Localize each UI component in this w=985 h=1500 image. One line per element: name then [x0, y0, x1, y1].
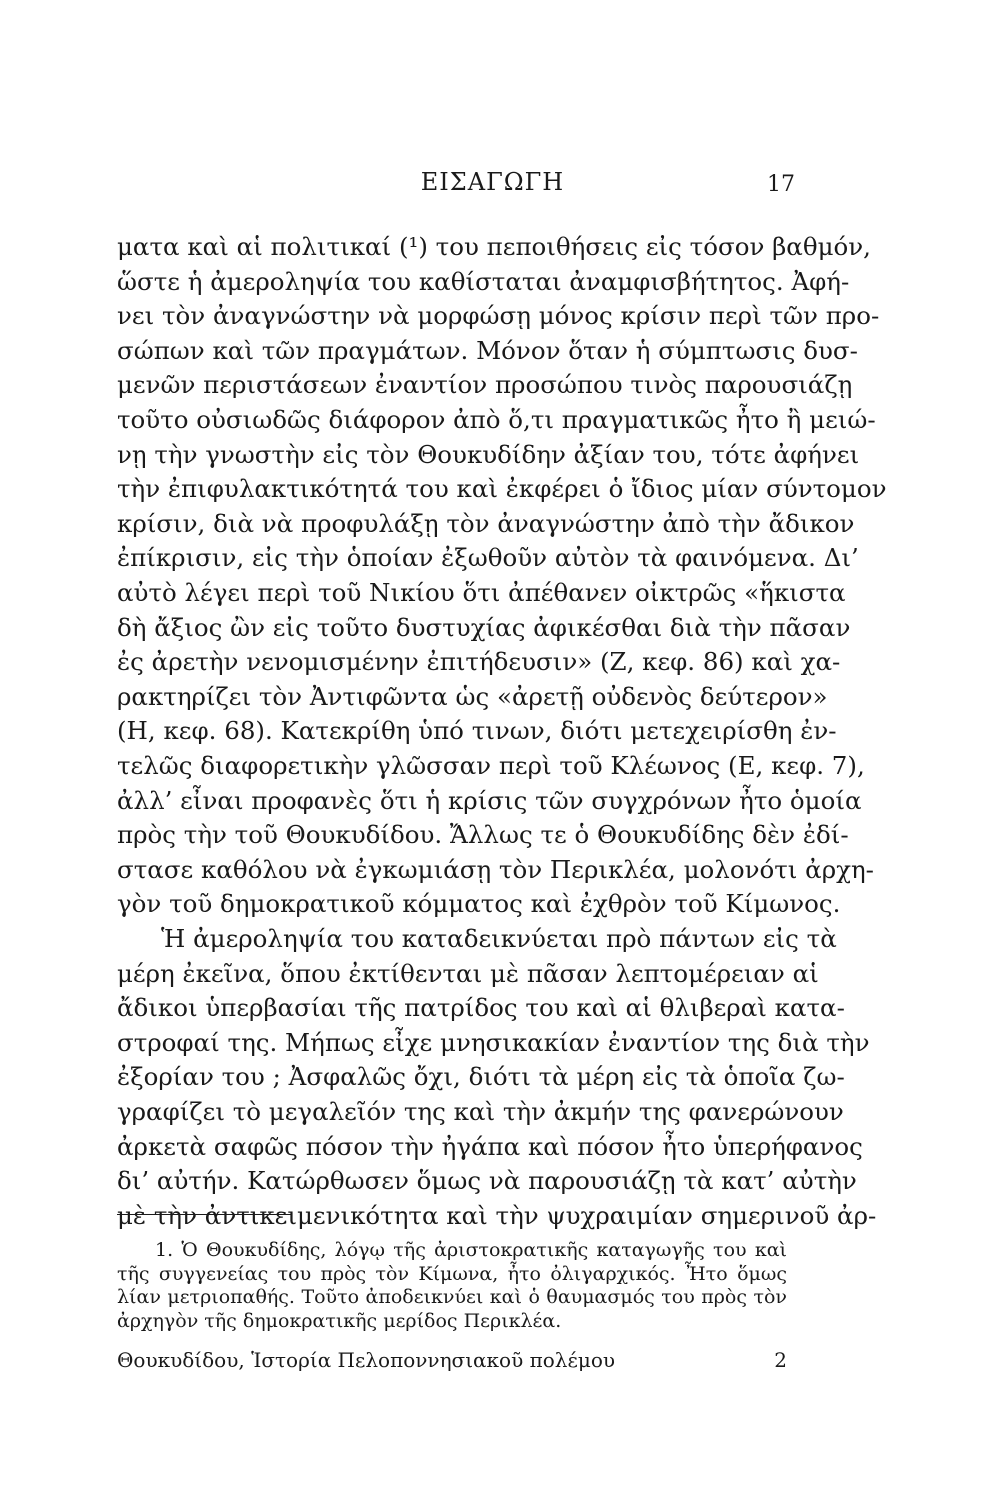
text-line: ὥστε ἡ ἀμεροληψία του καθίσταται ἀναμφισβήτητος. Ἀφή-	[117, 266, 850, 296]
text-line: μενῶν περιστάσεων ἐναντίον προσώπου τινὸς παρουσιάζῃ	[117, 370, 853, 400]
text-line: ρακτηρίζει τὸν Ἀντιφῶντα ὡς «ἀρετῇ οὐδενὸς δεύτερον»	[117, 681, 828, 711]
footnote-rule	[117, 1214, 292, 1215]
text-line: μέρη ἐκεῖνα, ὅπου ἐκτίθενται μὲ πᾶσαν λεπτομέρειαν αἱ	[117, 958, 819, 988]
text-line: αὐτὸ λέγει περὶ τοῦ Νικίου ὅτι ἀπέθανεν οἰκτρῶς «ἥκιστα	[117, 578, 846, 607]
text-line: κρίσιν, διὰ νὰ προφυλάξῃ τὸν ἀναγνώστην ἀπὸ τὴν ἄδικον	[117, 508, 855, 538]
text-line: (Η, κεφ. 68). Κατεκρίθη ὑπό τινων, διότι μετεχειρίσθη ἐν-	[117, 716, 837, 746]
text-line: στασε καθόλου νὰ ἐγκωμιάσῃ τὸν Περικλέα, μολονότι ἀρχη-	[117, 854, 874, 884]
text-line: ἐξορίαν του ; Ἀσφαλῶς ὄχι, διότι τὰ μέρη εἰς τὰ ὁποῖα ζω-	[117, 1062, 845, 1092]
text-line: ματα καὶ αἱ πολιτικαί (¹) του πεποιθήσεις εἰς τόσον βαθμόν,	[117, 232, 871, 261]
text-line: δι’ αὐτήν. Κατώρθωσεν ὅμως νὰ παρουσιάζῃ τὰ κατ’ αὐτὴν	[117, 1166, 857, 1196]
footnote-line: λίαν μετριοπαθής. Τοῦτο ἀποδεικνύει καὶ ὁ θαυμασμός του πρὸς τὸν	[117, 1286, 787, 1308]
footnote-line: 1. Ὁ Θουκυδίδης, λόγῳ τῆς ἀριστοκρατικῆς καταγωγῆς του καὶ	[155, 1239, 787, 1261]
signature-title: Θουκυδίδου, Ἱστορία Πελοποννησιακοῦ πολέμου	[117, 1348, 616, 1372]
text-line: στροφαί της. Μήπως εἶχε μνησικακίαν ἐναντίον της διὰ τὴν	[117, 1027, 870, 1057]
text-line: ἀλλ’ εἶναι προφανὲς ὅτι ἡ κρίσις τῶν συγχρόνων ἦτο ὁμοία	[117, 785, 862, 815]
text-line: τελῶς διαφορετικὴν γλῶσσαν περὶ τοῦ Κλέωνος (Ε, κεφ. 7),	[117, 751, 865, 780]
text-line: τὴν ἐπιφυλακτικότητά του καὶ ἐκφέρει ὁ ἴδιος μίαν σύντομον	[117, 474, 887, 504]
footnote-line: τῆς συγγενείας του πρὸς τὸν Κίμωνα, ἦτο ὀλιγαρχικός. Ἦτο ὅμως	[117, 1262, 787, 1285]
text-line: ἐς ἀρετὴν νενομισμένην ἐπιτήδευσιν» (Ζ, κεφ. 86) καὶ χα-	[117, 647, 841, 677]
text-line: γὸν τοῦ δημοκρατικοῦ κόμματος καὶ ἐχθρὸν τοῦ Κίμωνος.	[117, 889, 841, 919]
printer-signature	[117, 1348, 787, 1372]
text-line: ἄδικοι ὑπερβασίαι τῆς πατρίδος του καὶ αἱ θλιβεραὶ κατα-	[117, 993, 845, 1023]
footnote-line: ἀρχηγὸν τῆς δημοκρατικῆς μερίδος Περικλέα.	[117, 1309, 562, 1332]
text-line: μὲ τὴν ἀντικειμενικότητα καὶ τὴν ψυχραιμίαν σημερινοῦ ἀρ-	[117, 1200, 877, 1230]
text-line: σώπων καὶ τῶν πραγμάτων. Μόνον ὅταν ἡ σύμπτωσις δυσ-	[117, 335, 858, 365]
text-line: νῃ τὴν γνωστὴν εἰς τὸν Θουκυδίδην ἀξίαν του, τότε ἀφήνει	[117, 439, 860, 469]
page-number: 17	[767, 172, 795, 197]
text-line: νει τὸν ἀναγνώστην νὰ μορφώσῃ μόνος κρίσιν περὶ τῶν προ-	[117, 301, 880, 331]
text-line: Ἡ ἀμεροληψία του καταδεικνύεται πρὸ πάντων εἰς τὰ	[161, 924, 837, 953]
text-line: γραφίζει τὸ μεγαλεῖόν της καὶ τὴν ἀκμήν της φανερώνουν	[117, 1097, 844, 1126]
signature-number: 2	[774, 1348, 787, 1372]
running-head: ΕΙΣΑΓΩΓΗ	[420, 168, 565, 196]
text-line: ἀρκετὰ σαφῶς πόσον τὴν ἠγάπα καὶ πόσον ἦτο ὑπερήφανος	[117, 1131, 863, 1161]
text-line: δὴ ἄξιος ὢν εἰς τοῦτο δυστυχίας ἀφικέσθαι διὰ τὴν πᾶσαν	[117, 612, 851, 642]
text-line: τοῦτο οὐσιωδῶς διάφορον ἀπὸ ὅ,τι πραγματικῶς ἦτο ἢ μειώ-	[117, 405, 876, 434]
text-line: πρὸς τὴν τοῦ Θουκυδίδου. Ἄλλως τε ὁ Θουκυδίδης δὲν ἐδί-	[117, 820, 849, 850]
text-line: ἐπίκρισιν, εἰς τὴν ὁποίαν ἐξωθοῦν αὐτὸν τὰ φαινόμενα. Δι’	[117, 543, 859, 573]
